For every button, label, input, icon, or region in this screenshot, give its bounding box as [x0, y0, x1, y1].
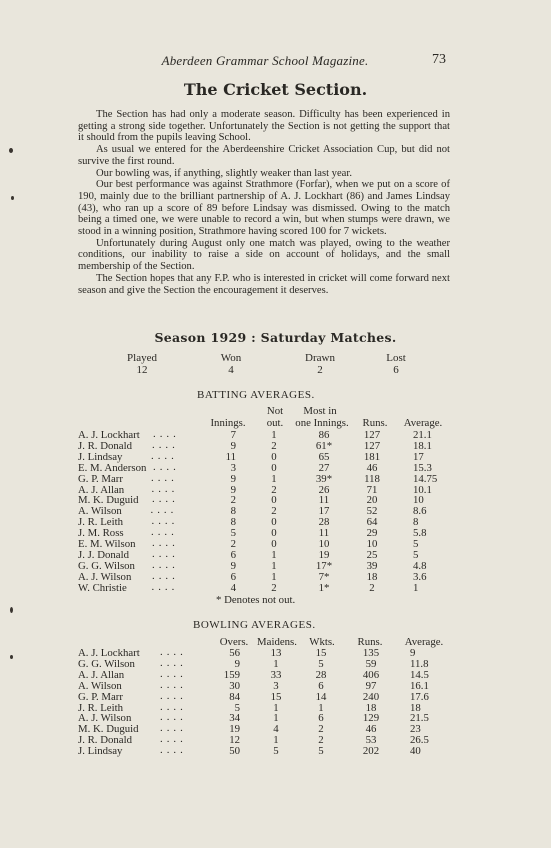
innings-value: 11: [225, 451, 236, 463]
most-value: 17*: [315, 560, 333, 572]
running-head: Aberdeen Grammar School Magazine.: [161, 53, 369, 68]
innings-value: 2: [230, 494, 236, 506]
player-name: G. P. Marr: [78, 691, 123, 703]
batting-footnote: * Denotes not out.: [216, 594, 296, 606]
runs-value: 53: [365, 734, 377, 746]
innings-value: 9: [230, 484, 236, 496]
most-value: 61*: [315, 440, 333, 452]
maidens-value: 1: [273, 712, 279, 724]
not-out-value: 2: [271, 484, 277, 496]
average-value: 10.1: [413, 484, 432, 496]
average-value: 26.5: [410, 734, 429, 746]
average-value: 23: [410, 723, 421, 735]
average-value: 17.6: [410, 691, 429, 703]
maidens-value: 15: [270, 691, 282, 703]
most-value: 27: [318, 462, 330, 474]
runs-value: 10: [366, 538, 378, 550]
wickets-value: 2: [318, 723, 324, 735]
maidens-value: 13: [270, 647, 282, 659]
player-name: J. R. Donald: [78, 440, 132, 452]
not-out-value: 1: [271, 571, 277, 583]
leader-dots: ....: [152, 559, 179, 571]
innings-value: 9: [230, 440, 236, 452]
player-name: W. Christie: [78, 582, 127, 594]
leader-dots: ....: [153, 461, 180, 473]
header-maidens: Maidens.: [257, 636, 297, 648]
leader-dots: ....: [160, 701, 187, 713]
most-value: 7*: [318, 571, 330, 583]
article-title: The Cricket Section.: [183, 80, 368, 99]
runs-value: 127: [363, 440, 381, 452]
runs-value: 29: [366, 527, 378, 539]
paragraph: The Section hopes that any F.P. who is interested in cricket will come forward next season and give the Section the encouragement it deserves.: [78, 272, 450, 296]
player-name: J. R. Leith: [78, 516, 123, 528]
most-value: 28: [318, 516, 330, 528]
leader-dots: ....: [160, 733, 187, 745]
leader-dots: ....: [160, 679, 187, 691]
wickets-value: 5: [318, 658, 324, 670]
innings-value: 6: [230, 549, 236, 561]
wickets-value: 6: [318, 712, 324, 724]
runs-value: 18: [365, 702, 377, 714]
wickets-value: 2: [318, 734, 324, 746]
most-value: 65: [318, 451, 330, 463]
player-name: J. J. Donald: [78, 549, 129, 561]
average-value: 16.1: [410, 680, 429, 692]
paragraph: Unfortunately during August only one match was played, owing to the weather conditions, our inability to raise a side on account of holidays, and the small membership of the Section.: [78, 237, 450, 273]
innings-value: 8: [230, 516, 236, 528]
not-out-value: 0: [271, 494, 277, 506]
maidens-value: 5: [273, 745, 279, 757]
average-value: 8.6: [413, 505, 427, 517]
innings-value: 3: [230, 462, 236, 474]
overs-value: 50: [229, 745, 240, 757]
average-value: 14.75: [413, 473, 438, 485]
average-value: 3.6: [413, 571, 427, 583]
player-name: G. G. Wilson: [78, 560, 135, 572]
player-name: A. J. Wilson: [78, 712, 132, 724]
innings-value: 5: [230, 527, 236, 539]
page-number: 73: [432, 52, 446, 67]
summary-played: [112, 352, 172, 376]
runs-value: 2: [369, 582, 375, 594]
summary-won: [201, 352, 261, 376]
most-value: 11: [318, 494, 330, 506]
header-average: Average.: [404, 636, 444, 648]
player-name: A. J. Wilson: [78, 571, 132, 583]
player-name: E. M. Anderson: [78, 462, 147, 474]
wickets-value: 14: [315, 691, 327, 703]
player-name: G. G. Wilson: [78, 658, 135, 670]
player-name: E. M. Wilson: [78, 538, 136, 550]
header-runs: Runs.: [362, 417, 388, 429]
overs-value: 30: [229, 680, 240, 692]
maidens-value: 33: [270, 669, 282, 681]
header-overs: Overs.: [219, 636, 249, 648]
not-out-value: 1: [271, 549, 277, 561]
runs-value: 97: [365, 680, 377, 692]
player-name: J. Lindsay: [78, 451, 123, 463]
player-name: A. Wilson: [78, 505, 122, 517]
leader-dots: ....: [160, 690, 187, 702]
header-wickets: Wkts.: [309, 636, 335, 648]
average-value: 17: [413, 451, 424, 463]
leader-dots: ....: [151, 581, 179, 593]
average-value: 4.8: [413, 560, 427, 572]
player-name: A. Wilson: [78, 680, 122, 692]
most-value: 10: [318, 538, 330, 550]
leader-dots: ....: [160, 646, 187, 658]
average-value: 21.5: [410, 712, 429, 724]
runs-value: 240: [362, 691, 380, 703]
leader-dots: ....: [160, 711, 187, 723]
leader-dots: ....: [152, 537, 179, 549]
innings-value: 2: [230, 538, 236, 550]
not-out-value: 2: [271, 440, 277, 452]
summary-value: 12: [136, 364, 148, 376]
maidens-value: 1: [273, 734, 279, 746]
summary-label: Won: [220, 352, 242, 364]
most-value: 17: [318, 505, 330, 517]
runs-value: 52: [366, 505, 378, 517]
most-value: 86: [318, 429, 330, 441]
maidens-value: 4: [273, 723, 279, 735]
paragraph: The Section has had only a moderate season. Difficulty has been experienced in getting a strong side together. Unfortunately the Section is not getting the support that it should from the pupils leaving School.: [78, 109, 450, 144]
average-value: 11.8: [410, 658, 429, 670]
average-value: 1: [413, 582, 419, 594]
most-value: 11: [318, 527, 330, 539]
not-out-value: 1: [271, 473, 277, 485]
average-value: 14.5: [410, 669, 429, 681]
most-value: 1*: [318, 582, 330, 594]
runs-value: 129: [362, 712, 380, 724]
average-value: 10: [413, 494, 424, 506]
paragraph: Our bowling was, if anything, slightly weaker than last year.: [96, 167, 352, 179]
not-out-value: 0: [271, 451, 277, 463]
overs-value: 84: [229, 691, 240, 703]
summary-label: Drawn: [305, 352, 335, 364]
most-value: 39*: [315, 473, 333, 485]
average-value: 9: [410, 647, 416, 659]
header-most: Most in: [303, 405, 337, 417]
leader-dots: ....: [151, 450, 178, 462]
batting-heading: BATTING AVERAGES.: [197, 389, 315, 401]
player-name: J. R. Leith: [78, 702, 123, 714]
leader-dots: ....: [151, 483, 179, 495]
most-value: 26: [318, 484, 330, 496]
season-heading: Season 1929 : Saturday Matches.: [154, 330, 397, 345]
average-value: 18.1: [413, 440, 432, 452]
leader-dots: ....: [152, 548, 179, 560]
runs-value: 181: [363, 451, 381, 463]
not-out-value: 1: [271, 560, 277, 572]
player-name: A. J. Lockhart: [78, 647, 140, 659]
average-value: 15.3: [413, 462, 432, 474]
average-value: 8: [413, 516, 419, 528]
overs-value: 19: [229, 723, 240, 735]
paragraph: As usual we entered for the Aberdeenshire Cricket Association Cup, but did not survive the first round.: [78, 144, 450, 167]
overs-value: 5: [234, 702, 240, 714]
innings-value: 8: [230, 505, 236, 517]
header-most: one Innings.: [295, 417, 349, 429]
player-name: M. K. Duguid: [78, 494, 139, 506]
leader-dots: ....: [153, 428, 180, 440]
overs-value: 9: [234, 658, 240, 670]
wickets-value: 5: [318, 745, 324, 757]
runs-value: 39: [366, 560, 378, 572]
leader-dots: ....: [151, 472, 178, 484]
overs-value: 12: [229, 734, 240, 746]
leader-dots: ....: [160, 722, 187, 734]
leader-dots: ....: [152, 570, 179, 582]
innings-value: 4: [230, 582, 236, 594]
summary-value: 6: [393, 364, 399, 376]
runs-value: 46: [365, 723, 377, 735]
wickets-value: 6: [318, 680, 324, 692]
scan-speck: [10, 655, 13, 659]
summary-drawn: [290, 352, 350, 376]
runs-value: 202: [362, 745, 380, 757]
scan-speck: [9, 148, 13, 153]
runs-value: 20: [366, 494, 378, 506]
runs-value: 118: [364, 473, 380, 485]
header-average: Average.: [403, 417, 443, 429]
not-out-value: 2: [271, 582, 277, 594]
summary-value: 2: [317, 364, 323, 376]
average-value: 5: [413, 538, 419, 550]
innings-value: 9: [230, 560, 236, 572]
overs-value: 159: [223, 669, 240, 681]
wickets-value: 28: [315, 669, 327, 681]
player-name: A. J. Allan: [78, 669, 125, 681]
not-out-value: 0: [271, 538, 277, 550]
player-name: J. Lindsay: [78, 745, 123, 757]
summary-lost: [366, 352, 426, 376]
header-runs: Runs.: [357, 636, 383, 648]
overs-value: 56: [229, 647, 240, 659]
header-not-out: Not: [266, 405, 284, 417]
leader-dots: ....: [151, 515, 179, 527]
scan-speck: [10, 607, 13, 613]
player-name: A. J. Lockhart: [78, 429, 140, 441]
bowling-heading: BOWLING AVERAGES.: [193, 619, 316, 631]
leader-dots: ....: [152, 439, 179, 451]
summary-label: Lost: [386, 352, 406, 364]
wickets-value: 15: [315, 647, 327, 659]
wickets-value: 1: [318, 702, 324, 714]
header-not-out: out.: [266, 417, 284, 429]
average-value: 5: [413, 549, 419, 561]
average-value: 5.8: [413, 527, 427, 539]
most-value: 19: [318, 549, 330, 561]
average-value: 40: [410, 745, 421, 757]
not-out-value: 0: [271, 462, 277, 474]
leader-dots: ....: [152, 493, 179, 505]
not-out-value: 0: [271, 516, 277, 528]
player-name: M. K. Duguid: [78, 723, 139, 735]
player-name: A. J. Allan: [78, 484, 125, 496]
leader-dots: ....: [150, 504, 178, 516]
leader-dots: ....: [160, 668, 187, 680]
maidens-value: 1: [273, 702, 279, 714]
paragraph: Our best performance was against Strathmore (Forfar), when we put on a score of 190, mainly due to the brilliant partnership of A. J. Lockhart (86) and James Lindsay (43), who ran up a score of 89 before Lindsay was dismissed. Owing to the match being a timed one, we were unable to record a win, but when stumps were drawn, we stood in a winning position, Strathmore having scored 100 for 7 wickets.: [78, 179, 450, 238]
maidens-value: 3: [273, 680, 279, 692]
overs-value: 34: [229, 712, 240, 724]
not-out-value: 1: [271, 429, 277, 441]
runs-value: 46: [366, 462, 378, 474]
player-name: J. R. Donald: [78, 734, 132, 746]
runs-value: 59: [365, 658, 377, 670]
leader-dots: ....: [151, 526, 178, 538]
runs-value: 406: [362, 669, 380, 681]
innings-value: 7: [230, 429, 236, 441]
runs-value: 71: [366, 484, 378, 496]
header-innings: Innings.: [210, 417, 246, 429]
leader-dots: ....: [160, 744, 187, 756]
innings-value: 6: [230, 571, 236, 583]
average-value: 18: [410, 702, 421, 714]
player-name: G. P. Marr: [78, 473, 123, 485]
scan-speck: [11, 196, 14, 200]
runs-value: 25: [366, 549, 378, 561]
summary-value: 4: [228, 364, 234, 376]
runs-value: 64: [366, 516, 378, 528]
runs-value: 18: [366, 571, 378, 583]
leader-dots: ....: [160, 657, 187, 669]
maidens-value: 1: [273, 658, 279, 670]
innings-value: 9: [230, 473, 236, 485]
player-name: J. M. Ross: [78, 527, 124, 539]
not-out-value: 0: [271, 527, 277, 539]
article-body: [78, 109, 450, 296]
summary-label: Played: [127, 352, 157, 364]
not-out-value: 2: [271, 505, 277, 517]
runs-value: 135: [362, 647, 380, 659]
runs-value: 127: [363, 429, 381, 441]
average-value: 21.1: [413, 429, 432, 441]
